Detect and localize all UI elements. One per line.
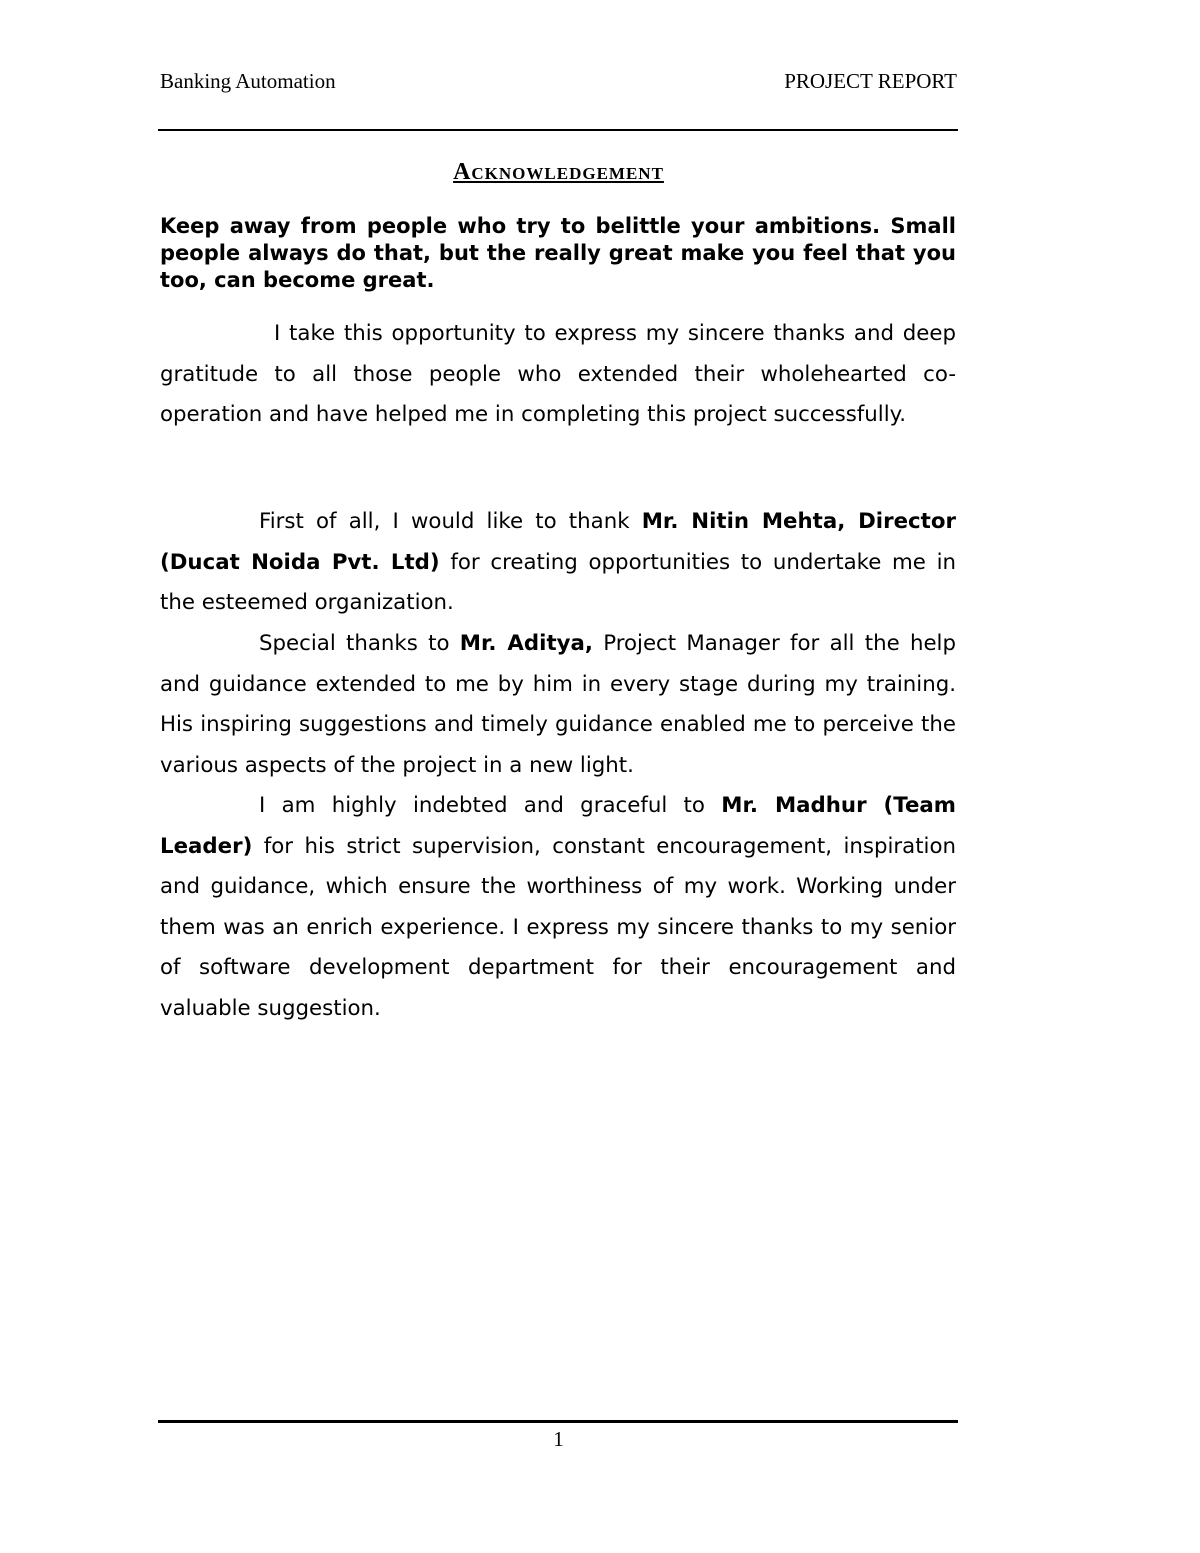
paragraph-manager-text-2: Project Manager for all the help and guidance extended to me by him in every stage during my training. His inspiring suggestions and timely guidance enabled me to perceive the various aspects of the project in a new light. xyxy=(160,631,956,778)
page-title: Acknowledgement xyxy=(453,159,664,185)
paragraph-director-text-2: for creating opportunities to undertake me in the esteemed organization. xyxy=(160,549,957,615)
page-number: 1 xyxy=(553,1427,564,1451)
paragraph-intro-text: I take this opportunity to express my sincere thanks and deep gratitude to all those people who extended their wholehearted co-operation and have helped me in completing this project successfully. xyxy=(160,321,956,427)
manager-name: Mr. Aditya, xyxy=(459,631,593,656)
paragraph-manager-thanks xyxy=(160,624,956,786)
paragraph-manager-text-1: Special thanks to xyxy=(259,631,460,656)
opening-quote: Keep away from people who try to belittle your ambitions. Small people always do that, but the really great make you feel that you too, can become great. xyxy=(160,214,956,292)
header-report-label: PROJECT REPORT xyxy=(784,69,957,93)
paragraph-team-leader-text-2: for his strict supervision, constant encouragement, inspiration and guidance, which ensure the worthiness of my work. Working under them was an enrich experience. I express my sincere thanks to my senior of software development department for their encouragement and valuable suggestion. xyxy=(160,833,956,1021)
header-project-name: Banking Automation xyxy=(160,69,336,93)
paragraph-director-text-1: First of all, I would like to thank xyxy=(259,509,642,534)
header-divider xyxy=(158,129,958,131)
paragraph-team-leader-text-1: I am highly indebted and graceful to xyxy=(259,793,722,818)
footer-divider xyxy=(158,1420,958,1423)
page-header xyxy=(160,66,957,96)
director-name: Mr. Nitin Mehta, Director (Ducat Noida Pvt. Ltd) xyxy=(160,509,956,575)
paragraph-director-thanks xyxy=(160,502,956,624)
team-leader-name: Mr. Madhur (Team Leader) xyxy=(160,793,956,859)
paragraph-team-leader-thanks xyxy=(160,786,956,1029)
paragraph-intro xyxy=(160,314,956,436)
